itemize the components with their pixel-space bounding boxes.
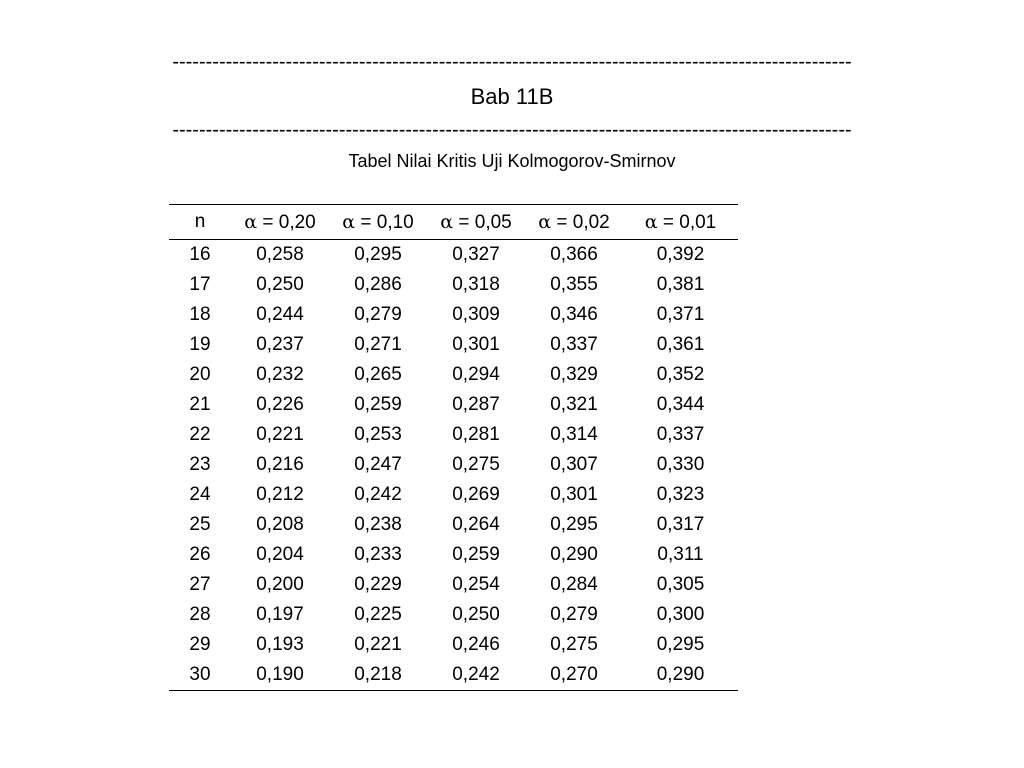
table-cell-value: 0,352 — [656, 364, 705, 385]
table-cell-value: 0,193 — [256, 634, 304, 655]
table-cell-value: 0,323 — [656, 484, 705, 505]
table-cell-value: 0,271 — [354, 334, 402, 355]
table-cell-value: 0,371 — [656, 304, 705, 325]
table-cell-value: 0,327 — [452, 244, 500, 265]
table-cell-value: 0,294 — [452, 364, 500, 385]
column-header-label: = 0,01 — [657, 211, 717, 233]
table-cell-value: 0,237 — [256, 334, 304, 355]
column-header-alpha-005 — [427, 205, 525, 240]
table-cell-value: 0,208 — [256, 514, 304, 535]
table-cell-value: 0,221 — [354, 634, 402, 655]
table-cell-value: 0,216 — [256, 454, 304, 475]
table-cell-value: 0,232 — [256, 364, 304, 385]
table-cell-value: 0,242 — [354, 484, 402, 505]
table-cell-n: 16 — [189, 244, 211, 265]
table-cell-value: 0,218 — [329, 660, 427, 691]
table-cell-n: 22 — [189, 424, 211, 445]
table-cell-value: 0,244 — [256, 304, 304, 325]
table-cell-value: 0,253 — [354, 424, 402, 445]
dashed-rule-bottom: ------------------------------------------------------------------------------------------------------ — [172, 119, 852, 141]
table-cell-value: 0,259 — [452, 544, 500, 565]
table-cell-value: 0,200 — [256, 574, 304, 595]
table-cell-value: 0,279 — [550, 604, 598, 625]
table-row — [169, 300, 738, 330]
table-cell-value: 0,337 — [550, 334, 598, 355]
table-cell-value: 0,381 — [656, 274, 705, 295]
table-body — [169, 240, 738, 691]
table-cell-value: 0,290 — [623, 660, 738, 691]
column-header-label: = 0,02 — [551, 211, 610, 233]
table-cell-n: 27 — [189, 574, 211, 595]
column-header-alpha-002 — [525, 205, 623, 240]
table-cell-value: 0,355 — [550, 274, 598, 295]
table-cell-n: 26 — [189, 544, 211, 565]
table-row — [169, 330, 738, 360]
table-cell-value: 0,269 — [452, 484, 500, 505]
table-cell-value: 0,229 — [354, 574, 402, 595]
table-cell-n: 24 — [189, 484, 211, 505]
column-header-alpha-001 — [623, 205, 738, 240]
alpha-symbol: α — [538, 210, 552, 233]
table-cell-value: 0,221 — [256, 424, 304, 445]
table-caption-text: Tabel Nilai Kritis Uji Kolmogorov-Smirnov — [348, 151, 676, 171]
table-cell-value: 0,270 — [525, 660, 623, 691]
table-cell-value: 0,250 — [452, 604, 500, 625]
table-cell-value: 0,311 — [657, 544, 704, 565]
column-header-alpha-010 — [329, 205, 427, 240]
table-row — [169, 510, 738, 540]
table-row — [169, 630, 738, 660]
table-row — [169, 540, 738, 570]
table-cell-value: 0,212 — [256, 484, 304, 505]
table-cell-value: 0,295 — [656, 634, 705, 655]
column-header-label: n — [194, 211, 206, 232]
column-header-label: = 0,20 — [257, 211, 316, 233]
page-title: Bab 11B — [470, 84, 554, 109]
table-cell-value: 0,286 — [354, 274, 402, 295]
table-cell-value: 0,265 — [354, 364, 402, 385]
table-cell-value: 0,366 — [550, 244, 598, 265]
table-cell-value: 0,242 — [427, 660, 525, 691]
table-cell-n: 21 — [189, 394, 211, 415]
table-cell-n: 28 — [189, 604, 211, 625]
table-cell-value: 0,275 — [452, 454, 500, 475]
table-cell-value: 0,264 — [452, 514, 500, 535]
table-cell-value: 0,301 — [452, 334, 500, 355]
table-cell-n: 19 — [189, 334, 211, 355]
table-row — [169, 480, 738, 510]
table-cell-n: 23 — [189, 454, 211, 475]
alpha-symbol: α — [440, 210, 454, 233]
table-cell-value: 0,307 — [550, 454, 598, 475]
alpha-symbol: α — [644, 210, 658, 233]
table-cell-value: 0,281 — [452, 424, 500, 445]
table-cell-value: 0,330 — [656, 454, 705, 475]
table-cell-value: 0,204 — [256, 544, 304, 565]
table-cell-value: 0,226 — [256, 394, 304, 415]
table-row — [169, 600, 738, 630]
table-cell-value: 0,259 — [354, 394, 402, 415]
table-cell-value: 0,317 — [656, 514, 705, 535]
table-cell-value: 0,346 — [550, 304, 598, 325]
table-cell-value: 0,225 — [354, 604, 402, 625]
dashed-rule-top: ------------------------------------------------------------------------------------------------------ — [172, 51, 852, 73]
table-row — [169, 240, 738, 271]
table-row — [169, 360, 738, 390]
table-cell-value: 0,275 — [550, 634, 598, 655]
table-cell-value: 0,238 — [354, 514, 402, 535]
column-header-label: = 0,05 — [453, 211, 512, 233]
alpha-symbol: α — [342, 210, 356, 233]
table-cell-value: 0,247 — [354, 454, 402, 475]
table-row — [169, 660, 738, 691]
column-header-n — [169, 205, 231, 240]
table-cell-n: 29 — [189, 634, 211, 655]
table-row — [169, 270, 738, 300]
table-cell-value: 0,250 — [256, 274, 304, 295]
table-cell-value: 0,258 — [256, 244, 304, 265]
alpha-symbol: α — [244, 210, 258, 233]
table-cell-value: 0,233 — [354, 544, 402, 565]
table-cell-value: 0,254 — [452, 574, 500, 595]
table-cell-value: 0,295 — [550, 514, 598, 535]
table-cell-value: 0,279 — [354, 304, 402, 325]
table-cell-value: 0,361 — [656, 334, 705, 355]
table-cell-value: 0,284 — [550, 574, 598, 595]
table-cell-n: 30 — [169, 660, 231, 691]
table-cell-value: 0,392 — [656, 244, 705, 265]
table-cell-n: 18 — [189, 304, 211, 325]
table-cell-value: 0,321 — [550, 394, 598, 415]
table-cell-value: 0,314 — [550, 424, 598, 445]
table-caption — [0, 150, 1024, 172]
table-cell-n: 20 — [189, 364, 211, 385]
table-cell-value: 0,246 — [452, 634, 500, 655]
table-row — [169, 450, 738, 480]
table-cell-n: 17 — [189, 274, 211, 295]
table-row — [169, 420, 738, 450]
table-cell-value: 0,287 — [452, 394, 500, 415]
table-cell-value: 0,337 — [656, 424, 705, 445]
table-cell-value: 0,305 — [656, 574, 705, 595]
table-cell-value: 0,329 — [550, 364, 598, 385]
critical-value-table — [169, 204, 738, 691]
column-header-alpha-020 — [231, 205, 329, 240]
table-cell-value: 0,290 — [550, 544, 598, 565]
table-row — [169, 570, 738, 600]
table-cell-value: 0,295 — [354, 244, 402, 265]
table-cell-value: 0,309 — [452, 304, 500, 325]
table-cell-value: 0,190 — [231, 660, 329, 691]
table-header-row — [169, 205, 738, 240]
column-header-label: = 0,10 — [355, 211, 414, 233]
table-cell-value: 0,197 — [256, 604, 304, 625]
table-cell-n: 25 — [189, 514, 211, 535]
table-row — [169, 390, 738, 420]
table-cell-value: 0,318 — [452, 274, 500, 295]
table-cell-value: 0,344 — [656, 394, 705, 415]
table-cell-value: 0,301 — [550, 484, 598, 505]
table-cell-value: 0,300 — [656, 604, 705, 625]
